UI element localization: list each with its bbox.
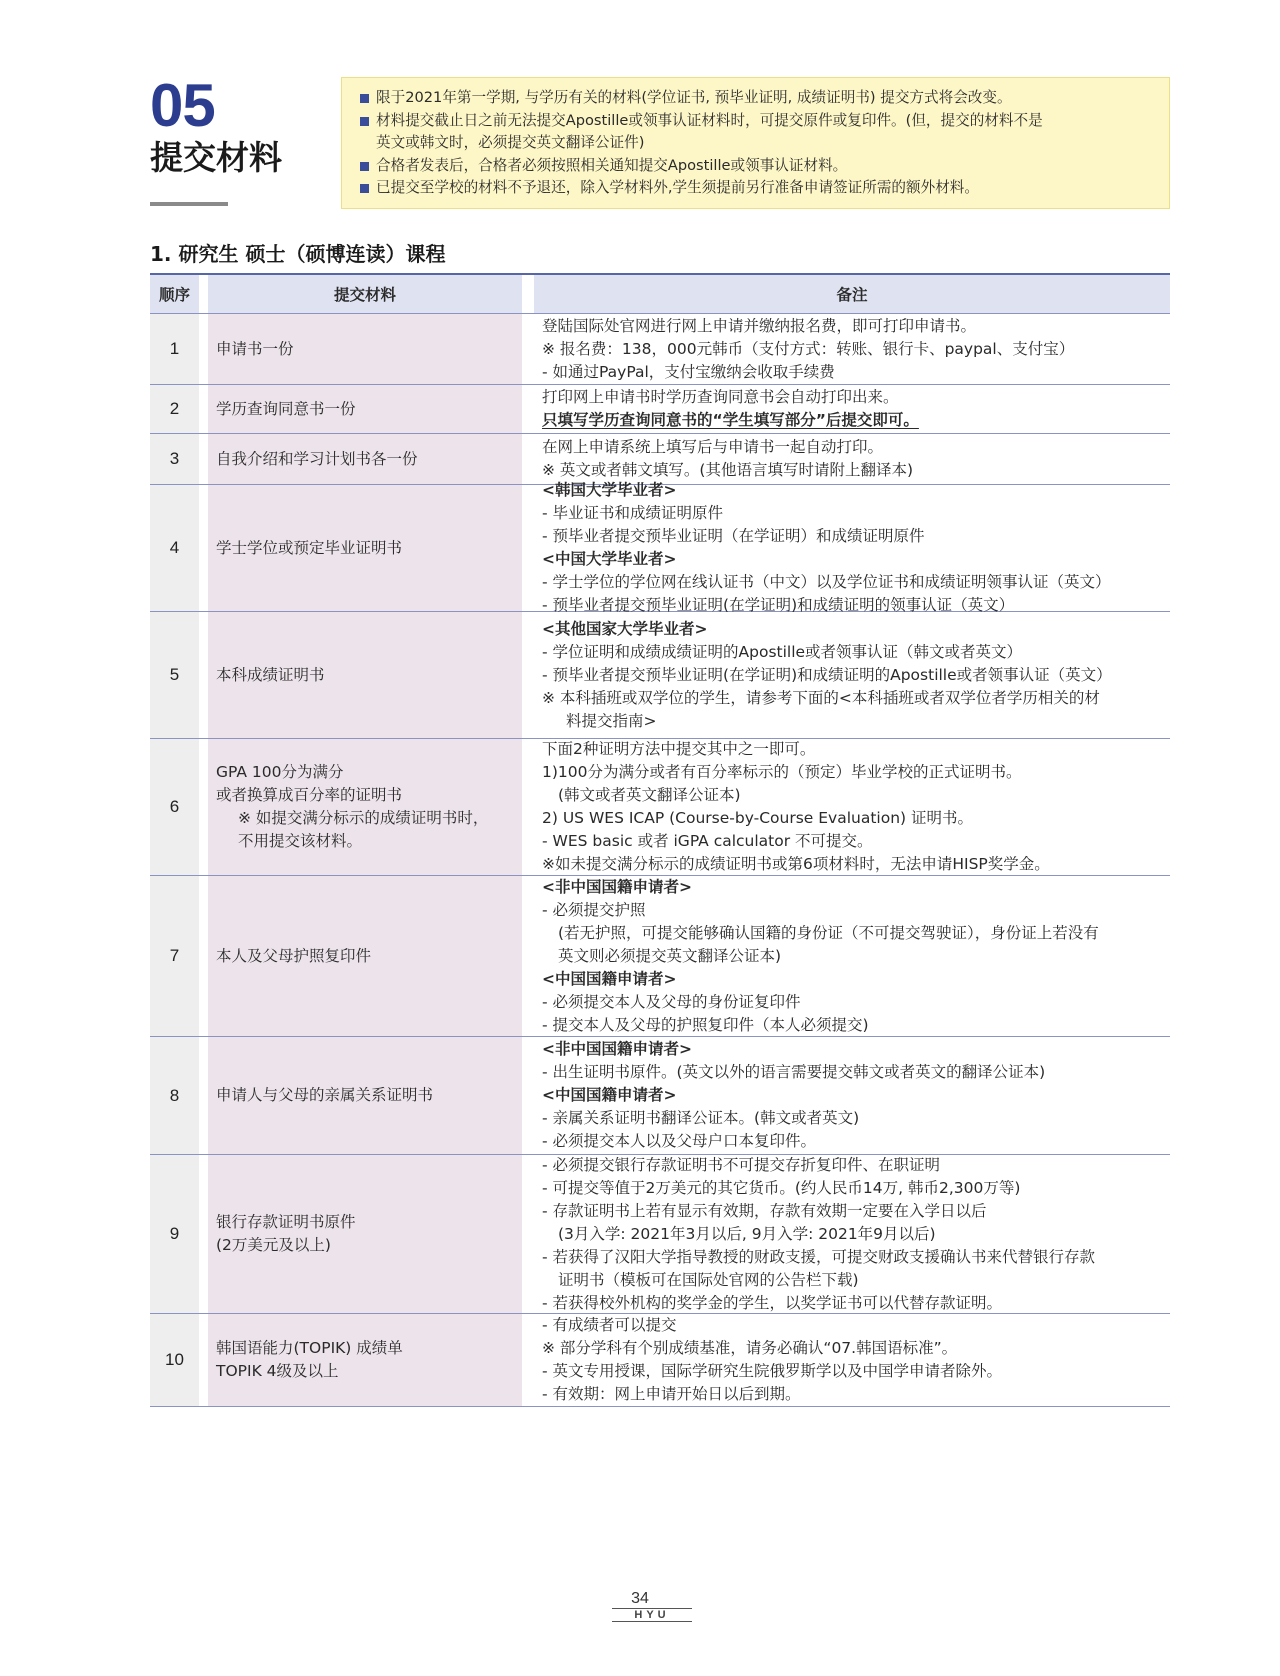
square-bullet-icon	[360, 94, 369, 103]
remark-line: - 学士学位的学位网在线认证书（中文）以及学位证书和成绩证明领事认证（英文）	[542, 573, 1111, 591]
remark-line: - 有成绩者可以提交	[542, 1316, 677, 1334]
header-material: 提交材料	[208, 275, 522, 313]
table-row	[150, 481, 1170, 614]
remark-line: <中国大学毕业者>	[542, 550, 677, 568]
row-number: 8	[150, 1037, 199, 1154]
material-line: TOPIK 4级及以上	[216, 1362, 339, 1380]
remarks-cell	[534, 314, 1170, 384]
remark-line: ※ 本科插班或双学位的学生，请参考下面的<本科插班或者双学位者学历相关的材	[542, 688, 1100, 707]
notice-item	[360, 155, 1157, 178]
material-line: 韩国语能力(TOPIK) 成绩单	[216, 1339, 403, 1357]
material-line: 本科成绩证明书	[216, 665, 325, 684]
remarks-cell	[534, 1037, 1170, 1154]
remark-line: - 预毕业者提交预毕业证明(在学证明)和成绩证明的领事认证（英文）	[542, 596, 1015, 614]
material-cell	[208, 434, 522, 484]
remark-line: - WES basic 或者 iGPA calculator 不可提交。	[542, 832, 873, 850]
material-line: ※ 如提交满分标示的成绩证明书时，	[238, 809, 489, 827]
row-number: 4	[150, 485, 199, 611]
header-remarks: 备注	[534, 275, 1170, 313]
remark-line: (3月入学: 2021年3月以后, 9月入学: 2021年9月以后)	[558, 1224, 936, 1243]
material-line: 银行存款证明书原件	[216, 1213, 356, 1231]
remark-line: <非中国国籍申请者>	[542, 1040, 692, 1058]
table-row	[150, 876, 1170, 1037]
material-line: 学士学位或预定毕业证明书	[216, 538, 403, 557]
remark-line: ※ 英文或者韩文填写。(其他语言填写时请附上翻译本)	[542, 461, 914, 479]
subheading: 1. 研究生 硕士（硕博连读）课程	[150, 242, 446, 266]
table-row	[150, 385, 1170, 434]
remark-line: 打印网上申请书时学历查询同意书会自动打印出来。	[542, 388, 899, 406]
row-number: 3	[150, 434, 199, 484]
remark-line: <其他国家大学毕业者>	[542, 619, 708, 638]
remark-line: - 有效期：网上申请开始日以后到期。	[542, 1385, 801, 1403]
remark-line: 2) US WES ICAP (Course-by-Course Evaluation) 证明书。	[542, 809, 973, 827]
remarks-cell	[534, 876, 1170, 1036]
remark-line: ※ 部分学科有个别成绩基准，请务必确认“07.韩国语标准”。	[542, 1339, 958, 1357]
table-row	[150, 612, 1170, 739]
notice-item	[360, 177, 1157, 200]
remark-line: <韩国大学毕业者>	[542, 481, 677, 499]
remarks-cell	[534, 612, 1170, 738]
material-cell	[208, 612, 522, 738]
material-cell	[208, 739, 522, 875]
notice-box	[341, 77, 1170, 209]
remark-line: (若无护照，可提交能够确认国籍的身份证（不可提交驾驶证），身份证上若没有	[558, 923, 1099, 942]
row-number: 6	[150, 739, 199, 875]
material-line: 本人及父母护照复印件	[216, 946, 372, 965]
remark-line: <非中国国籍申请者>	[542, 877, 692, 896]
remark-line: 料提交指南>	[566, 711, 657, 730]
remark-line: - 英文专用授课，国际学研究生院俄罗斯学以及中国学申请者除外。	[542, 1362, 1003, 1380]
material-cell	[208, 385, 522, 433]
row-number: 1	[150, 314, 199, 384]
material-cell	[208, 1037, 522, 1154]
table-row	[150, 314, 1170, 385]
remark-line: - 必须提交本人以及父母户口本复印件。	[542, 1132, 817, 1150]
notice-text: 合格者发表后，合格者必须按照相关通知提交Apostille或领事认证材料。	[376, 156, 848, 174]
remarks-cell	[534, 739, 1170, 875]
remark-line: - 若获得校外机构的奖学金的学生，以奖学证书可以代替存款证明。	[542, 1293, 1003, 1312]
remark-line: 英文则必须提交英文翻译公证本)	[558, 946, 782, 965]
table-row	[150, 1037, 1170, 1155]
row-number: 5	[150, 612, 199, 738]
material-line: (2万美元及以上)	[216, 1236, 331, 1254]
remark-line: - 可提交等值于2万美元的其它货币。(约人民币14万, 韩币2,300万等)	[542, 1178, 1021, 1197]
remark-line: 下面2种证明方法中提交其中之一即可。	[542, 740, 816, 758]
row-number: 10	[150, 1314, 199, 1406]
notice-text: 已提交至学校的材料不予退还，除入学材料外,学生须提前另行准备申请签证所需的额外材料。	[376, 179, 979, 196]
remarks-cell	[534, 385, 1170, 433]
remark-line: - 出生证明书原件。(英文以外的语言需要提交韩文或者英文的翻译公证本)	[542, 1063, 1046, 1081]
remark-line: - 存款证明书上若有显示有效期，存款有效期一定要在入学日以后	[542, 1201, 987, 1220]
remark-line: - 预毕业者提交预毕业证明(在学证明)和成绩证明的Apostille或者领事认证（英文）	[542, 665, 1112, 684]
remark-line: - 预毕业者提交预毕业证明（在学证明）和成绩证明原件	[542, 527, 925, 545]
notice-text: 材料提交截止日之前无法提交Apostille或领事认证材料时，可提交原件或复印件。(但，提交的材料不是 英文或韩文时，必须提交英文翻译公证件)	[376, 111, 1043, 151]
remark-line: - 必须提交护照	[542, 900, 646, 919]
table-row	[150, 1314, 1170, 1407]
remark-line: <中国国籍申请者>	[542, 969, 677, 988]
material-cell	[208, 314, 522, 384]
material-line: 申请人与父母的亲属关系证明书	[216, 1086, 434, 1104]
notice-text: 限于2021年第一学期, 与学历有关的材料(学位证书, 预毕业证明, 成绩证明书) 提交方式将会改变。	[376, 89, 1012, 106]
row-number: 7	[150, 876, 199, 1036]
remark-line: <中国国籍申请者>	[542, 1086, 677, 1104]
table-row	[150, 739, 1170, 876]
material-line: 申请书一份	[216, 339, 294, 358]
square-bullet-icon	[360, 184, 369, 193]
remark-line: - 学位证明和成绩成绩证明的Apostille或者领事认证（韩文或者英文）	[542, 642, 1023, 661]
remark-line: - 必须提交本人及父母的身份证复印件	[542, 992, 801, 1011]
table-row	[150, 434, 1170, 485]
remarks-cell	[534, 434, 1170, 484]
material-line: 学历查询同意书一份	[216, 399, 356, 418]
table-row	[150, 1155, 1170, 1314]
remark-line: ※ 报名费：138，000元韩币（支付方式：转账、银行卡、paypal、支付宝）	[542, 339, 1075, 358]
square-bullet-icon	[360, 162, 369, 171]
materials-table	[150, 273, 1170, 1407]
material-cell	[208, 485, 522, 611]
material-cell	[208, 1314, 522, 1406]
remark-line: 只填写学历查询同意书的“学生填写部分”后提交即可。	[542, 411, 919, 429]
row-number: 2	[150, 385, 199, 433]
remark-line: 1)100分为满分或者有百分率标示的（预定）毕业学校的正式证明书。	[542, 763, 1022, 781]
row-number: 9	[150, 1155, 199, 1313]
material-line: 自我介绍和学习计划书各一份	[216, 449, 418, 468]
remark-line: 在网上申请系统上填写后与申请书一起自动打印。	[542, 438, 884, 456]
section-number: 05	[150, 72, 215, 139]
remark-line: 证明书（模板可在国际处官网的公告栏下载)	[558, 1270, 859, 1289]
section-divider	[150, 202, 228, 206]
remark-line: - 必须提交银行存款证明书不可提交存折复印件、在职证明	[542, 1155, 941, 1174]
remarks-cell	[534, 481, 1170, 614]
remark-line: ※如未提交满分标示的成绩证明书或第6项材料时，无法申请HISP奖学金。	[542, 855, 1050, 873]
material-cell	[208, 1155, 522, 1313]
table-header	[150, 273, 1170, 314]
notice-item	[360, 110, 1157, 155]
square-bullet-icon	[360, 117, 369, 126]
material-line: 不用提交该材料。	[238, 832, 363, 850]
remark-line: - 若获得了汉阳大学指导教授的财政支援，可提交财政支援确认书来代替银行存款	[542, 1247, 1096, 1266]
remark-line: - 如通过PayPal，支付宝缴纳会收取手续费	[542, 362, 835, 381]
remark-line: (韩文或者英文翻译公证本)	[558, 786, 741, 804]
footer-logo: HYU	[612, 1608, 692, 1622]
remark-line: 登陆国际处官网进行网上申请并缴纳报名费，即可打印申请书。	[542, 316, 977, 335]
remark-line: - 亲属关系证明书翻译公证本。(韩文或者英文)	[542, 1109, 860, 1127]
page-number: 34	[631, 1590, 649, 1607]
header-order: 顺序	[150, 275, 199, 313]
notice-item	[360, 87, 1157, 110]
material-cell	[208, 876, 522, 1036]
remarks-cell	[534, 1155, 1170, 1313]
remark-line: - 毕业证书和成绩证明原件	[542, 504, 724, 522]
material-line: 或者换算成百分率的证明书	[216, 786, 403, 804]
material-line: GPA 100分为满分	[216, 763, 344, 781]
remarks-cell	[534, 1314, 1170, 1406]
remark-line: - 提交本人及父母的护照复印件（本人必须提交)	[542, 1015, 869, 1034]
section-title: 提交材料	[150, 138, 282, 177]
